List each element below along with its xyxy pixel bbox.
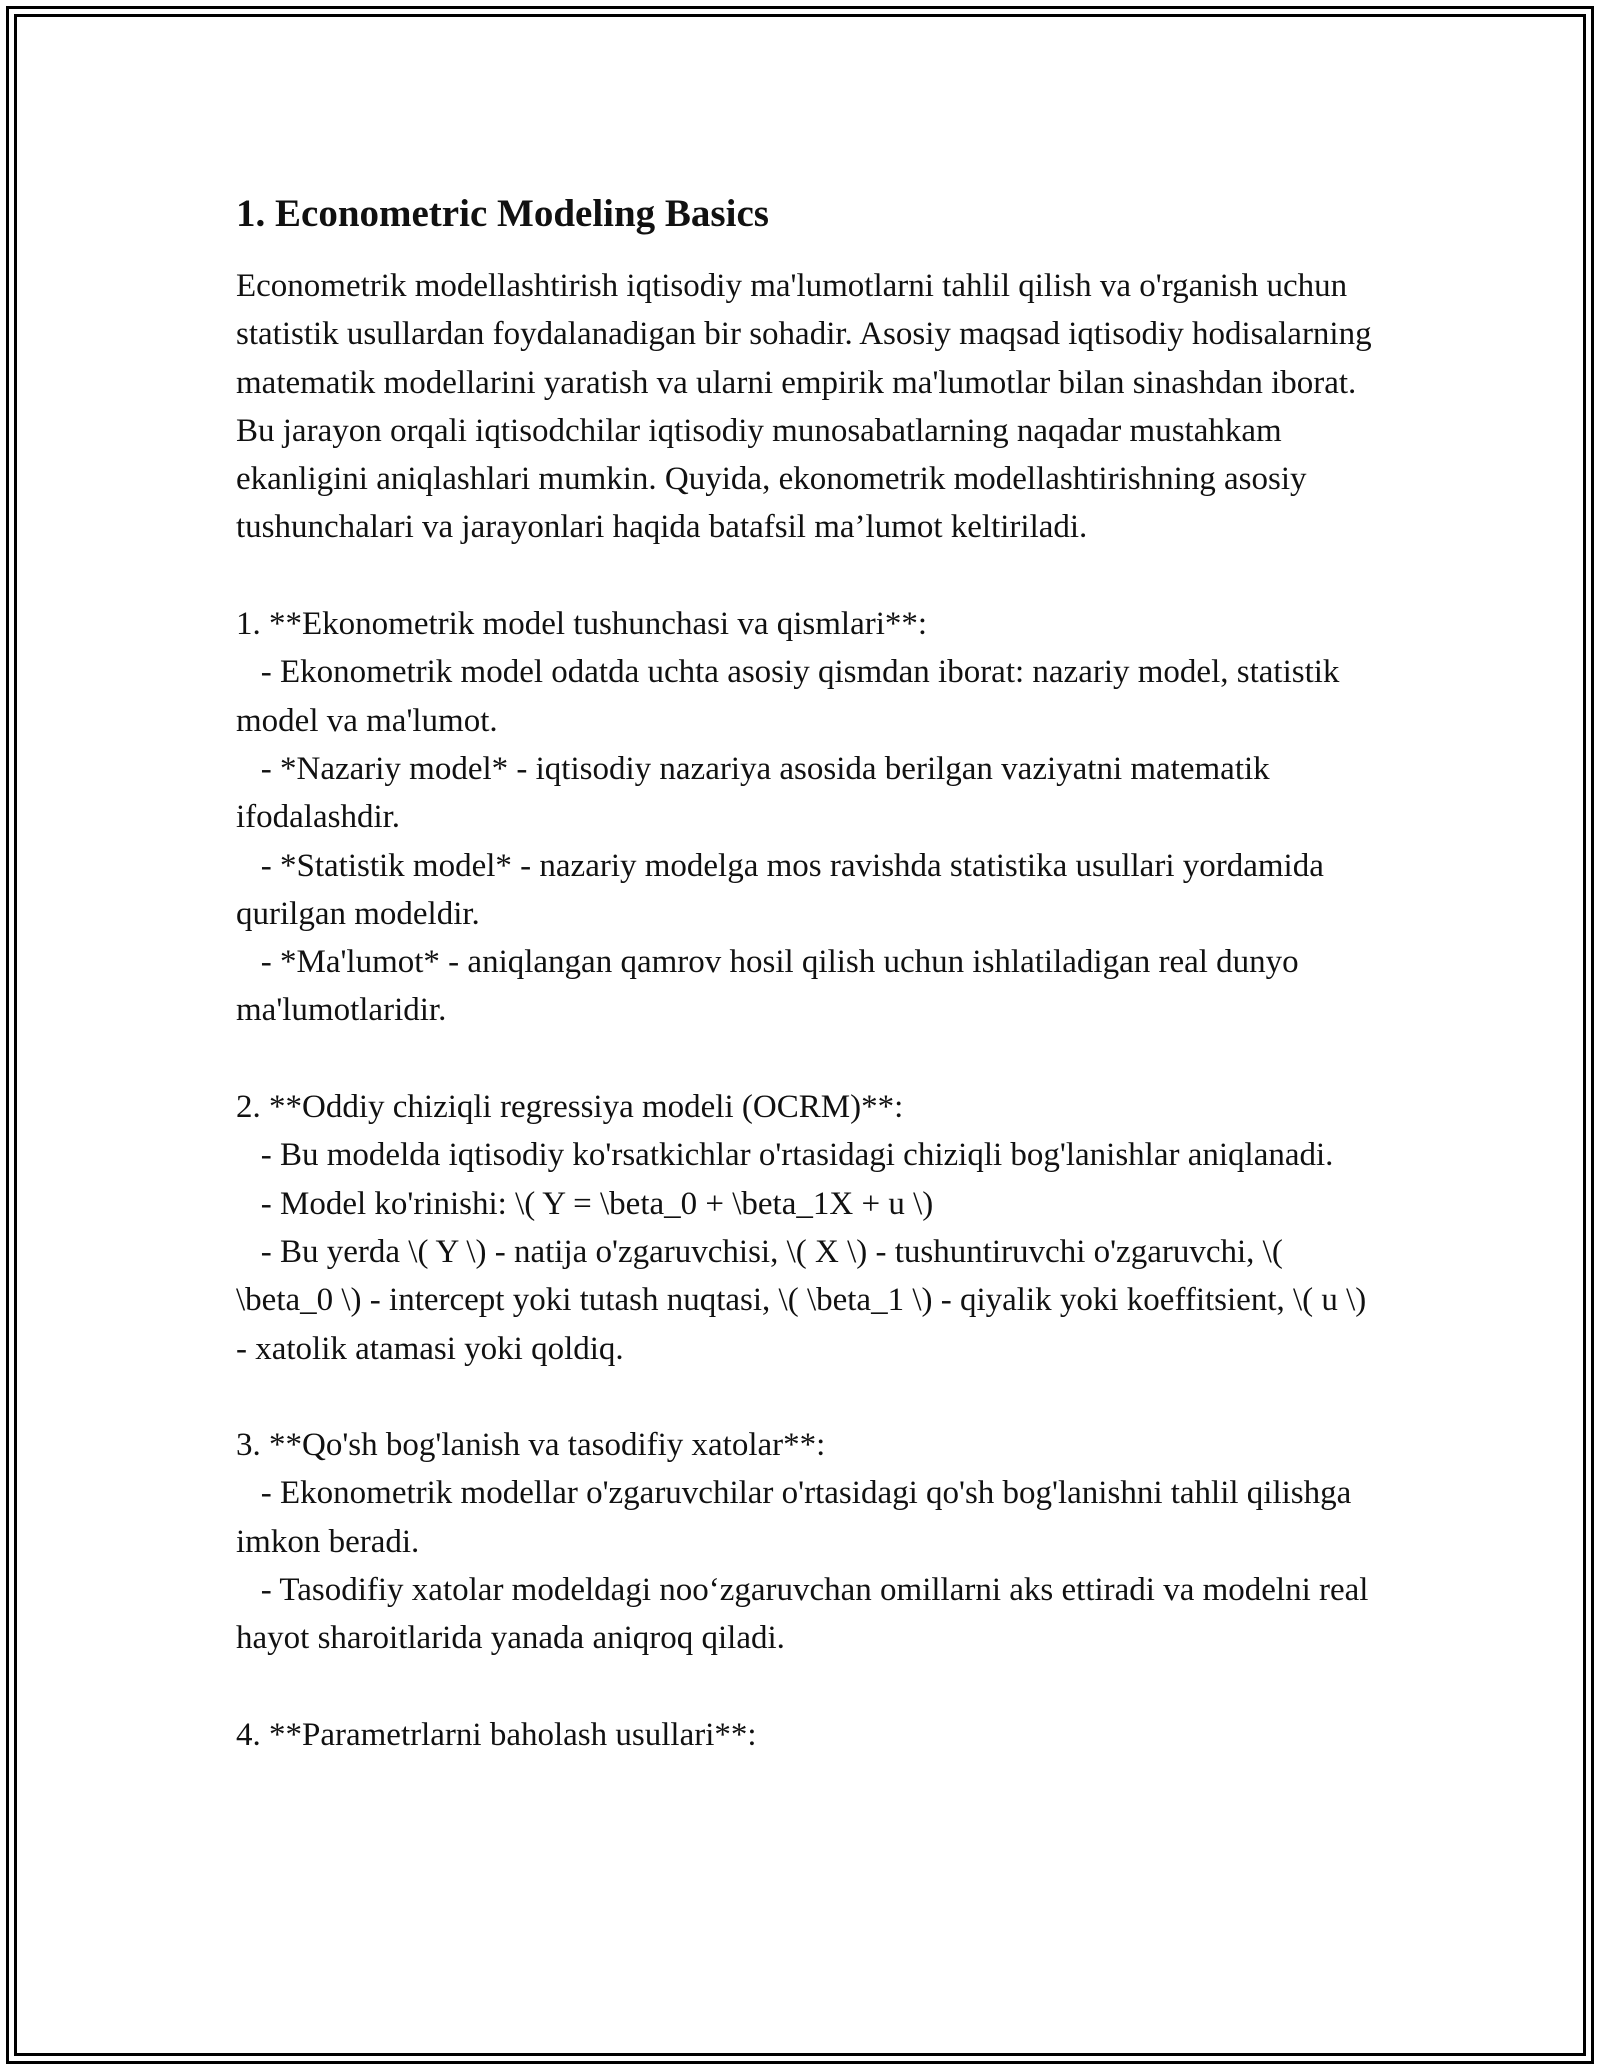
list-item: - Tasodifiy xatolar modeldagi noo‘zgaruvchan omillarni aks ettiradi va modelni real hayot sharoitlarida yanada aniqroq qiladi. — [236, 1572, 1377, 1657]
blank-line — [236, 552, 1376, 600]
document-title: 1. Econometric Modeling Basics — [236, 192, 769, 235]
list-item: - Ekonometrik modellar o'zgaruvchilar o'rtasidagi qo'sh bog'lanishni tahlil qilishga imkon beradi. — [236, 1475, 1360, 1560]
section-heading: 2. **Oddiy chiziqli regressiya modeli (OCRM)**: — [236, 1089, 904, 1126]
list-item: - *Ma'lumot* - aniqlangan qamrov hosil qilish uchun ishlatiladigan real dunyo ma'lumotlaridir. — [236, 944, 1307, 1029]
section-heading: 1. **Ekonometrik model tushunchasi va qismlari**: — [236, 606, 928, 643]
section-4 — [236, 1711, 1376, 1759]
section-heading: 4. **Parametrlarni baholash usullari**: — [236, 1716, 757, 1753]
blank-line — [236, 1663, 1376, 1711]
list-item: - *Nazariy model* - iqtisodiy nazariya asosida berilgan vaziyatni matematik ifodalashdir. — [236, 750, 1278, 836]
section-2 — [236, 1083, 1376, 1373]
section-3 — [236, 1421, 1376, 1662]
list-item: - Model ko'rinishi: \( Y = \beta_0 + \beta_1X + u \) — [236, 1185, 934, 1222]
list-item: - Bu yerda \( Y \) - natija o'zgaruvchisi, \( X \) - tushuntiruvchi o'zgaruvchi, \( \beta_0 \) - intercept yoki tutash nuqtasi, \( \beta_1 \) - qiyalik yoki koeffitsient, \( u \) - xatolik atamasi yoki qoldiq. — [236, 1233, 1375, 1367]
intro-paragraph: Econometrik modellashtirish iqtisodiy ma'lumotlarni tahlil qilish va o'rganish uchun statistik usullardan foydalanadigan bir sohadir. Asosiy maqsad iqtisodiy hodisalarning matematik modellarini yaratish va ularni empirik ma'lumotlar bilan sinashdan iborat. Bu jarayon orqali iqtisodchilar iqtisodiy munosabatlarning naqadar mustahkam ekanligini aniqlashlari mumkin. Quyida, ekonometrik modellashtirishning asosiy tushunchalari va jarayonlari haqida batafsil ma’lumot keltiriladi. — [236, 268, 1380, 546]
blank-line — [236, 1035, 1376, 1083]
blank-line — [236, 1373, 1376, 1421]
list-item: - *Statistik model* - nazariy modelga mos ravishda statistika usullari yordamida qurilgan modeldir. — [236, 847, 1333, 932]
section-heading: 3. **Qo'sh bog'lanish va tasodifiy xatolar**: — [236, 1427, 826, 1464]
document-body — [236, 186, 1380, 1759]
section-1 — [236, 600, 1376, 1035]
list-item: - Bu modelda iqtisodiy ko'rsatkichlar o'rtasidagi chiziqli bog'lanishlar aniqlanadi. — [236, 1137, 1334, 1174]
list-item: - Ekonometrik model odatda uchta asosiy qismdan iborat: nazariy model, statistik model va ma'lumot. — [236, 654, 1348, 739]
